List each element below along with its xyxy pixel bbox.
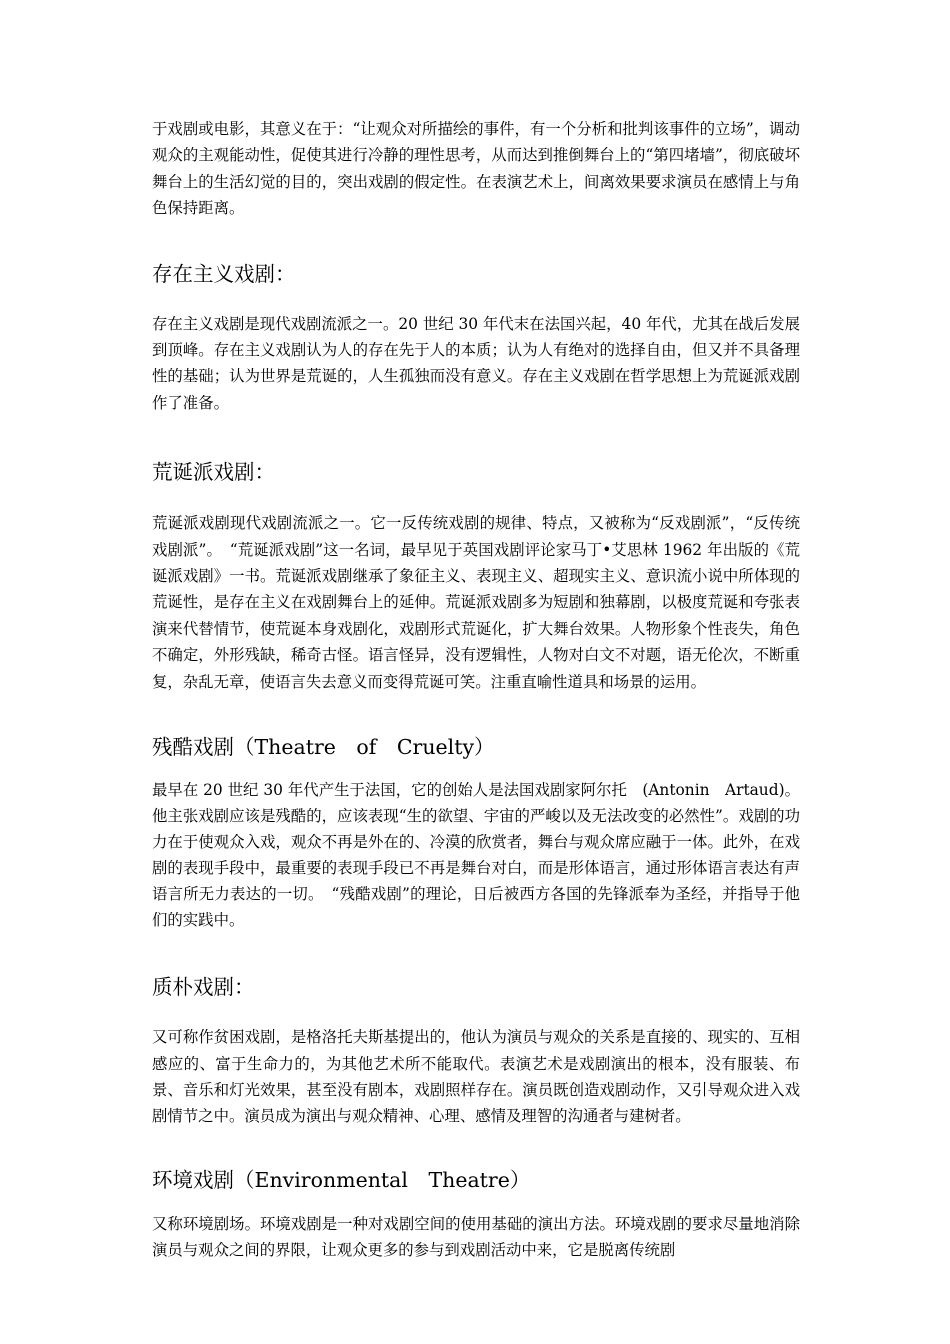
heading-existentialist-drama: 存在主义戏剧： [152,261,296,286]
paragraph-poor-theatre: 又可称作贫困戏剧，是格洛托夫斯基提出的，他认为演员与观众的关系是直接的、现实的、互相感应的、富于生命力的，为其他艺术所不能取代。表演艺术是戏剧演出的根本，没有服装、布景、音乐和灯光效果，甚至没有剧本，戏剧照样存在。演员既创造戏剧动作，又引导观众进入戏剧情节之中。演员成为演出与观众精神、心理、感情及理智的沟通者与建树者。 [152,1028,800,1126]
paragraph-absurdist-drama: 荒诞派戏剧现代戏剧流派之一。它一反传统戏剧的规律、特点，又被称为“反戏剧派”，“反传统戏剧派”。 “荒诞派戏剧”这一名词，最早见于英国戏剧评论家马丁•艾思林 1962 年出版的《荒诞派戏剧》一书。荒诞派戏剧继承了象征主义、表现主义、超现实主义、意识流小说中所体现的荒诞性，是存在主义在戏剧舞台上的延伸。荒诞派戏剧多为短剧和独幕剧，以极度荒诞和夸张表演来代替情节，使荒诞本身戏剧化，戏剧形式荒诞化，扩大舞台效果。人物形象个性丧失，角色不确定，外形残缺，稀奇古怪。语言怪异，没有逻辑性，人物对白文不对题，语无伦次，不断重复，杂乱无章，使语言失去意义而变得荒诞可笑。注重直喻性道具和场景的运用。 [152,514,800,691]
heading-absurdist-drama: 荒诞派戏剧： [152,460,275,485]
paragraph-theatre-of-cruelty: 最早在 20 世纪 30 年代产生于法国，它的创始人是法国戏剧家阿尔托 (Antonin Artaud)。他主张戏剧应该是残酷的，应该表现“生的欲望、宇宙的严峻以及无法改变的必然性”。戏剧的功力在于使观众入戏，观众不再是外在的、冷漠的欣赏者，舞台与观众席应融于一体。此外，在戏剧的表现手段中，最重要的表现手段已不再是舞台对白，而是形体语言，通过形体语言表达有声语言所无力表达的一切。 “残酷戏剧”的理论，日后被西方各国的先锋派奉为圣经，并指导于他们的实践中。 [152,781,800,930]
document-page [152,112,800,1264]
paragraph-environmental-theatre: 又称环境剧场。环境戏剧是一种对戏剧空间的使用基础的演出方法。环境戏剧的要求尽量地消除演员与观众之间的界限，让观众更多的参与到戏剧活动中来，它是脱离传统剧 [152,1214,800,1260]
paragraph-existentialist-drama: 存在主义戏剧是现代戏剧流派之一。20 世纪 30 年代末在法国兴起，40 年代，尤其在战后发展到顶峰。存在主义戏剧认为人的存在先于人的本质；认为人有绝对的选择自由，但又并不具备理性的基础；认为世界是荒诞的，人生孤独而没有意义。存在主义戏剧在哲学思想上为荒诞派戏剧作了准备。 [152,314,800,412]
paragraph-alienation-effect: 于戏剧或电影，其意义在于：“让观众对所描绘的事件，有一个分析和批判该事件的立场”，调动观众的主观能动性，促使其进行冷静的理性思考，从而达到推倒舞台上的“第四堵墙”，彻底破坏舞台上的生活幻觉的目的，突出戏剧的假定性。在表演艺术上，间离效果要求演员在感情上与角色保持距离。 [152,120,800,218]
heading-theatre-of-cruelty: 残酷戏剧（Theatre of Cruelty） [152,735,495,760]
heading-environmental-theatre: 环境戏剧（Environmental Theatre） [152,1167,531,1192]
heading-poor-theatre: 质朴戏剧： [152,975,255,1000]
